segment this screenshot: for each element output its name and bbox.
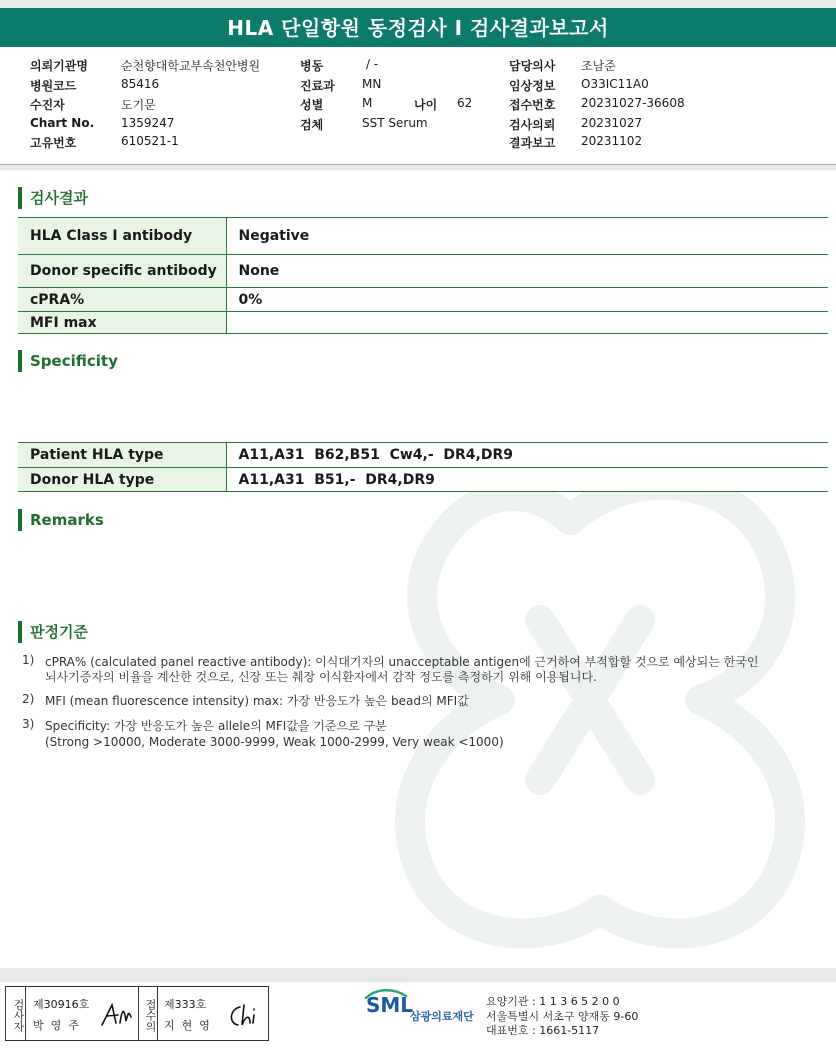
table-row — [18, 468, 828, 492]
criteria-item-3-line-2: (Strong >10000, Moderate 3000-9999, Weak 1000-2999, Very weak <1000) — [45, 735, 504, 749]
info-label: 접수번호 — [509, 98, 556, 112]
info-label: 담당의사 — [509, 59, 556, 73]
header-separator — [0, 164, 836, 170]
info-label: Chart No. — [30, 116, 95, 130]
table-row — [18, 443, 828, 468]
info-label: 성별 — [300, 98, 324, 112]
result-value: None — [226, 255, 828, 288]
inspector-license-no: 제30916호 — [33, 998, 90, 1011]
info-value: 조남준 — [581, 59, 616, 73]
info-label: 의뢰기관명 — [30, 59, 88, 73]
section-specificity-heading: Specificity — [18, 350, 118, 372]
section-remarks-heading: Remarks — [18, 509, 104, 531]
results-table — [18, 217, 828, 334]
table-row — [18, 255, 828, 288]
hla-key: Patient HLA type — [18, 443, 226, 468]
info-label: 병원코드 — [30, 79, 77, 93]
info-value: 20231027-36608 — [581, 96, 685, 110]
info-value: 62 — [457, 96, 473, 110]
info-label: 결과보고 — [509, 136, 556, 150]
info-label: 고유번호 — [30, 136, 77, 150]
company-name: 삼광의료재단 — [410, 1010, 474, 1023]
info-value: / - — [366, 57, 379, 71]
approver-name: 지현영 — [164, 1019, 217, 1032]
info-value: 20231102 — [581, 134, 643, 148]
address: 서울특별시 서초구 양재동 9-60 — [486, 1010, 639, 1023]
info-value: 도기문 — [121, 98, 156, 112]
inspector-name: 박영주 — [33, 1019, 86, 1032]
top-band — [0, 0, 836, 8]
result-value: 0% — [226, 288, 828, 312]
info-label: 병동 — [300, 59, 324, 73]
logo-swoosh-icon — [364, 988, 408, 1000]
info-label: 검체 — [300, 118, 324, 132]
table-row — [18, 218, 828, 255]
company-logo: SML — [366, 993, 414, 1017]
info-label: 나이 — [414, 98, 438, 112]
info-label: 수진자 — [30, 98, 65, 112]
info-label: 임상정보 — [509, 79, 556, 93]
result-key: HLA Class I antibody — [18, 218, 226, 255]
info-label: 진료과 — [300, 79, 335, 93]
info-value: 610521-1 — [121, 134, 179, 148]
info-value: SST Serum — [362, 116, 428, 130]
info-value: 1359247 — [121, 116, 175, 130]
result-key: Donor specific antibody — [18, 255, 226, 288]
criteria-item-1-line-1: cPRA% (calculated panel reactive antibody): 이식대기자의 unacceptable antigen에 근거하여 부적합할 것으로 예상되는 한국인 — [45, 655, 759, 669]
section-results-heading: 검사결과 — [18, 187, 88, 209]
institution-code: 요양기관 : 1 1 3 6 5 2 0 0 — [486, 995, 620, 1008]
table-row — [18, 312, 828, 334]
result-value: Negative — [226, 218, 828, 255]
inspector-signature — [98, 1001, 134, 1031]
approver-license-no: 제333호 — [164, 998, 207, 1011]
footer-band — [0, 968, 836, 982]
result-value — [226, 312, 828, 334]
criteria-item-2-num: 2) — [22, 692, 35, 706]
phone: 대표번호 : 1661-5117 — [486, 1024, 600, 1037]
info-value: M — [362, 96, 373, 110]
hla-table — [18, 442, 828, 492]
criteria-item-2-line-1: MFI (mean fluorescence intensity) max: 가장 반응도가 높은 bead의 MFI값 — [45, 694, 469, 708]
info-value: 20231027 — [581, 116, 643, 130]
report-title: HLA 단일항원 동정검사 I 검사결과보고서 — [0, 8, 836, 47]
info-value: 85416 — [121, 77, 160, 91]
info-label: 검사의뢰 — [509, 118, 556, 132]
info-value: O33IC11A0 — [581, 77, 649, 91]
criteria-item-3-line-1: Specificity: 가장 반응도가 높은 allele의 MFI값을 기준으로 구분 — [45, 719, 387, 733]
signature-box — [5, 986, 269, 1041]
approver-label: 접수의 — [138, 987, 158, 1040]
inspector-label: 검사자 — [6, 987, 26, 1040]
hla-key: Donor HLA type — [18, 468, 226, 492]
result-key: cPRA% — [18, 288, 226, 312]
section-criteria-heading: 판정기준 — [18, 621, 88, 643]
approver-signature — [226, 1001, 264, 1031]
criteria-item-1-line-2: 뇌사기증자의 비율을 계산한 것으로, 신장 또는 췌장 이식환자에서 감작 정도를 측정하기 위해 이용됩니다. — [45, 670, 597, 684]
info-value: MN — [362, 77, 382, 91]
criteria-item-1-num: 1) — [22, 653, 35, 667]
criteria-item-3-num: 3) — [22, 717, 35, 731]
hla-value: A11,A31 B51,- DR4,DR9 — [226, 468, 828, 492]
hla-value: A11,A31 B62,B51 Cw4,- DR4,DR9 — [226, 443, 828, 468]
info-value: 순천향대학교부속천안병원 — [121, 59, 261, 73]
result-key: MFI max — [18, 312, 226, 334]
table-row — [18, 288, 828, 312]
